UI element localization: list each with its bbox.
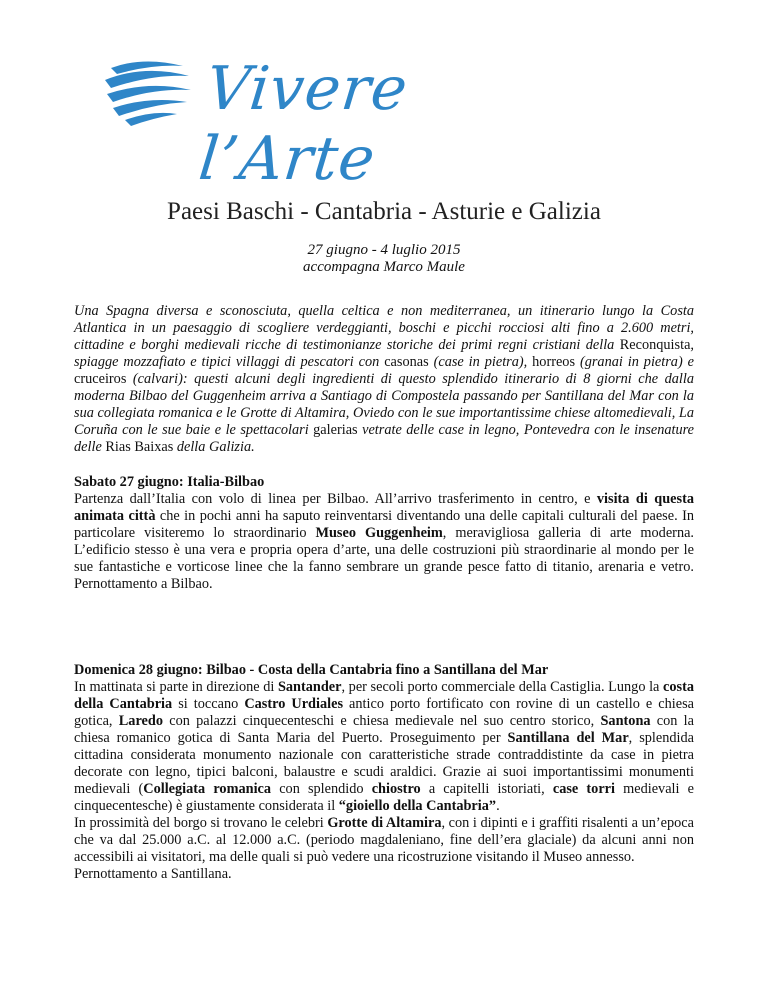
day-description: In mattinata si parte in direzione di Santander, per secoli porto commerciale della Castiglia. Lungo la costa della Cantabria si toccano Castro Urdiales antico porto fortificato con rovine di un castello e chiesa gotica, Laredo con palazzi cinquecenteschi e chiesa medievale nel suo centro storico, Santona con la chiesa romanico gotica di Santa Maria del Puerto. Proseguimento per Santillana del Mar, splendida cittadina considerata monumento nazionale con caratteristiche strade contraddistinte da case in pietra decorate con legno, tipici balconi, balaustre e scudi araldici. Grazie ai suoi importantissimi monumenti medievali (Collegiata romanica con splendido chiostro a capitelli istoriati, case torri medievali e cinquecentesche) è giustamente considerata il “gioiello della Cantabria”. <box>74 679 695 814</box>
intro-text: della Galizia. <box>173 439 255 455</box>
tour-dates: 27 giugno - 4 luglio 2015 <box>307 242 461 258</box>
brand-name: Vivere l’Arte <box>195 54 412 194</box>
intro-term: horreos <box>532 354 576 370</box>
intro-text: , spiagge mozzafiato e tipici villaggi di pescatori con <box>74 337 694 370</box>
highlight: Collegiata romanica <box>143 781 272 797</box>
intro-text: vetrate delle case in legno, Pontevedra con le insenature delle <box>74 422 694 455</box>
highlight: Museo Guggenheim <box>315 525 443 541</box>
day-section <box>74 474 694 593</box>
highlight: visita di questa animata città <box>74 491 694 524</box>
highlight: Santona <box>600 713 651 729</box>
highlight: costa della Cantabria <box>74 679 694 712</box>
tour-info <box>0 242 768 276</box>
intro-text: (granai in pietra) e <box>575 354 694 370</box>
intro-term: galerias <box>313 422 358 438</box>
day-description: In prossimità del borgo si trovano le celebri Grotte di Altamira, con i dipinti e i graffiti risalenti a un’epoca che va dal 25.000 a.C. al 12.000 a.C. (periodo magdaleniano, fine dell’era glaciale) da alcuni anni non accessibili ai visitatori, ma delle quali si può vedere una ricostruzione visitando il Museo annesso. <box>74 815 694 865</box>
day-title: Domenica 28 giugno: Bilbao - Costa della Cantabria fino a Santillana del Mar <box>74 662 549 678</box>
day-title: Sabato 27 giugno: Italia-Bilbao <box>74 474 265 490</box>
tour-guide: accompagna Marco Maule <box>303 259 465 275</box>
intro-term: casonas <box>384 354 429 370</box>
highlight: Laredo <box>118 713 163 729</box>
intro-term: cruceiros <box>74 371 127 387</box>
highlight: Castro Urdiales <box>244 696 344 712</box>
page-title: Paesi Baschi - Cantabria - Asturie e Galizia <box>167 198 601 225</box>
intro-text: Una Spagna diversa e sconosciuta, quella celtica e non mediterranea, un itinerario lungo la Costa Atlantica in un paesaggio di scogliere verdeggianti, boschi e picchi rocciosi alti fino a 2.600 metri, cittadine e borghi medievali ricche di testimonianze storiche dei primi regni cristiani della <box>74 303 694 353</box>
brand-logo <box>95 40 595 194</box>
highlight: Grotte di Altamira <box>327 815 442 831</box>
intro-term: Reconquista <box>619 337 691 353</box>
highlight: chiostro <box>371 781 421 797</box>
intro-text: (calvari): questi alcuni degli ingredienti di questo splendido itinerario di 8 giorni che dalla moderna Bilbao del Guggenheim arriva a Santiago di Compostela passando per Santillana del Mar con la sua collegiata romanica e le Grotte di Altamira, Oviedo con le sue importantissime chiese altomedievali, La Coruña con le sue baie e le spettacolari <box>74 371 694 438</box>
intro-paragraph <box>74 303 694 456</box>
highlight: Santander <box>277 679 342 695</box>
swirl-icon <box>103 58 193 128</box>
highlight: “gioiello della Cantabria” <box>338 798 497 814</box>
day-description: Pernottamento a Santillana. <box>74 866 232 882</box>
intro-term: Rias Baixas <box>105 439 174 455</box>
highlight: Santillana del Mar <box>507 730 629 746</box>
day-section <box>74 662 694 883</box>
day-description: Partenza dall’Italia con volo di linea per Bilbao. All’arrivo trasferimento in centro, e visita di questa animata città che in pochi anni ha saputo reinventarsi diventando una delle capitali culturali del paese. In particolare visiteremo lo straordinario Museo Guggenheim, meravigliosa galleria di arte moderna. L’edificio stesso è una vera e propria opera d’arte, una delle costruzioni più straordinarie al mondo per le sue fantastiche e vorticose linee che la fanno sembrare un grande pesce fatto di titanio, arenaria e vetro. Pernottamento a Bilbao. <box>74 491 695 592</box>
intro-text: (case in pietra), <box>428 354 533 370</box>
highlight: case torri <box>552 781 615 797</box>
